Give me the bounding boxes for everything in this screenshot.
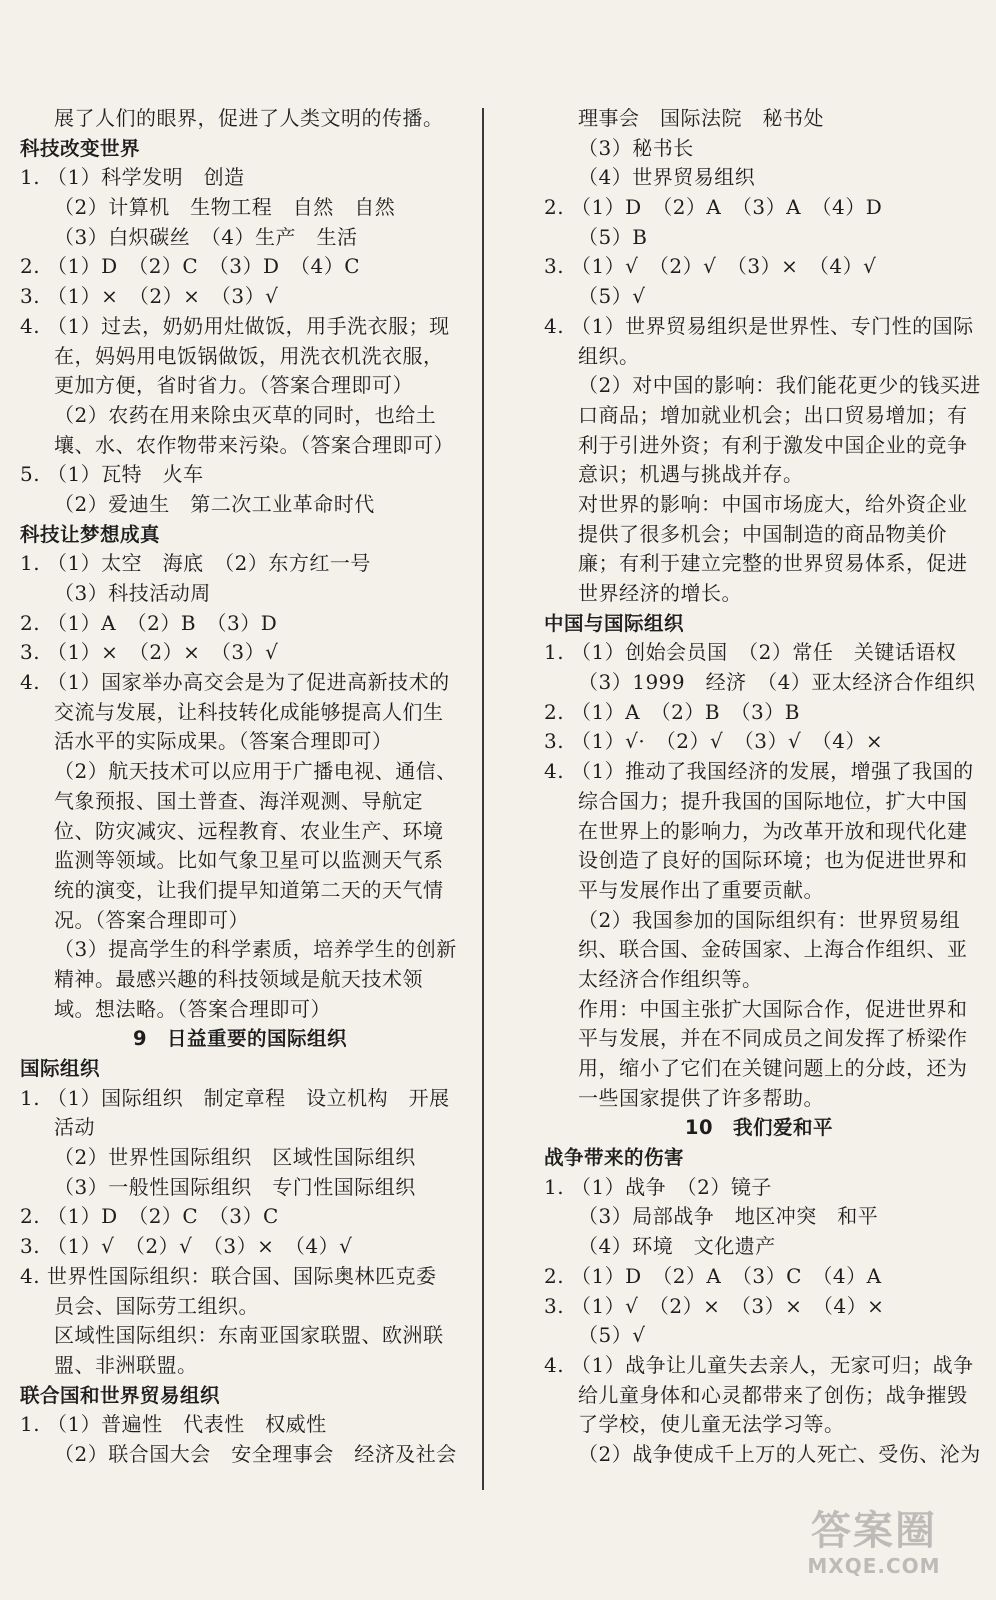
text-line: 活动	[54, 1115, 95, 1140]
section-heading: 国际组织	[20, 1057, 101, 1080]
text-line: 1. （1）科学发明 创造	[20, 165, 245, 190]
text-line: 平与发展作出了重要贡献。	[578, 877, 824, 902]
text-line: 2. （1）A （2）B （3）D	[20, 610, 278, 635]
text-line: （2）农药在用来除虫灭草的同时，也给土	[54, 402, 437, 427]
text-line: 域。想法略。（答案合理即可）	[54, 996, 331, 1021]
text-line: 2. （1）A （2）B （3）B	[544, 699, 800, 724]
text-line: 员会、国际劳工组织。	[54, 1293, 259, 1318]
column-divider	[482, 108, 484, 1490]
text-line: （3）秘书长	[578, 135, 694, 160]
text-line: 4. （1）推动了我国经济的发展，增强了我国的	[544, 759, 974, 784]
text-line: （5）√	[578, 1323, 646, 1348]
text-line: 4. （1）过去，奶奶用灶做饭，用手洗衣服；现	[20, 313, 450, 338]
text-line: 2. （1）D （2）C （3）D （4）C	[20, 254, 361, 279]
text-line: 太经济合作组织等。	[578, 966, 763, 991]
text-line: 3. （1）√ （2）√ （3）× （4）√	[544, 254, 877, 279]
text-line: 统的演变，让我们提早知道第二天的天气情	[54, 877, 444, 902]
text-line: （2）爱迪生 第二次工业革命时代	[54, 491, 375, 516]
text-line: 世界经济的增长。	[578, 581, 742, 605]
text-line: 3. （1）× （2）× （3）√	[20, 284, 279, 309]
text-line: 3. （1）× （2）× （3）√	[20, 640, 279, 665]
text-line: （3）提高学生的科学素质，培养学生的创新	[54, 937, 457, 962]
text-line: （2）战争使成千上万的人死亡、受伤、沦为	[578, 1441, 981, 1466]
text-line: 设创造了良好的国际环境；也为促进世界和	[578, 848, 968, 873]
text-line: 5. （1）瓦特 火车	[20, 462, 204, 487]
text-line: （2）对中国的影响：我们能花更少的钱买进	[578, 373, 981, 398]
text-line: （3）一般性国际组织 专门性国际组织	[54, 1174, 416, 1199]
section-heading: 科技改变世界	[20, 136, 141, 160]
text-line: 活水平的实际成果。（答案合理即可）	[54, 729, 393, 754]
text-line: 口商品；增加就业机会；出口贸易增加；有	[578, 402, 968, 427]
text-line: 在世界上的影响力，为改革开放和现代化建	[578, 818, 968, 843]
text-line: （2）计算机 生物工程 自然 自然	[54, 195, 396, 220]
text-line: 1. （1）国际组织 制定章程 设立机构 开展	[20, 1085, 450, 1110]
text-line: 4. （1）国家举办高交会是为了促进高新技术的	[20, 670, 450, 695]
text-line: 壤、水、农作物带来污染。（答案合理即可）	[54, 432, 454, 457]
text-line: 理事会 国际法院 秘书处	[578, 106, 824, 130]
text-line: 位、防灾减灾、远程教育、农业生产、环境	[54, 818, 444, 843]
text-line: 织、联合国、金砖国家、上海合作组织、亚	[578, 937, 968, 962]
text-line: 3. （1）√ （2）√ （3）× （4）√	[20, 1234, 353, 1259]
text-line: 利于引进外资；有利于激发中国企业的竞争	[578, 432, 968, 457]
watermark-url: MXQE.COM	[807, 1554, 941, 1578]
section-heading: 战争带来的伤害	[544, 1146, 685, 1170]
chapter-heading: 9 日益重要的国际组织	[132, 1027, 348, 1051]
text-line: 组织。	[578, 343, 640, 368]
text-line: （3）科技活动周	[54, 581, 211, 605]
text-line: （3）1999 经济 （4）亚太经济合作组织	[578, 670, 976, 695]
text-line: 2. （1）D （2）A （3）C （4）A	[544, 1263, 882, 1288]
text-line: （2）世界性国际组织 区域性国际组织	[54, 1145, 416, 1170]
text-line: 意识；机遇与挑战并存。	[578, 462, 804, 487]
text-line: 盟、非洲联盟。	[54, 1352, 198, 1377]
text-line: 综合国力；提升我国的国际地位，扩大中国	[578, 788, 968, 813]
text-line: 交流与发展，让科技转化成能够提高人们生	[54, 699, 444, 724]
text-line: 更加方便，省时省力。（答案合理即可）	[54, 373, 413, 398]
text-line: 3. （1）√· （2）√ （3）√ （4）×	[544, 729, 884, 754]
text-line: 4. 世界性国际组织：联合国、国际奥林匹克委	[20, 1263, 437, 1288]
section-heading: 中国与国际组织	[544, 611, 685, 635]
chapter-heading: 10 我们爱和平	[684, 1116, 834, 1140]
text-line: 1. （1）普遍性 代表性 权威性	[20, 1412, 327, 1437]
text-line: （3）局部战争 地区冲突 和平	[578, 1204, 879, 1229]
text-line: 监测等领域。比如气象卫星可以监测天气系	[54, 848, 444, 873]
text-line: 1. （1）太空 海底 （2）东方红一号	[20, 551, 371, 576]
text-line: （5）√	[578, 284, 646, 309]
text-line: 4. （1）战争让儿童失去亲人，无家可归；战争	[544, 1352, 974, 1377]
text-line: （2）航天技术可以应用于广播电视、通信、	[54, 759, 457, 784]
text-line: 4. （1）世界贸易组织是世界性、专门性的国际	[544, 313, 974, 338]
text-line: 用，缩小了它们在关键问题上的分歧，还为	[578, 1056, 968, 1080]
text-line: 3. （1）√ （2）× （3）× （4）×	[544, 1293, 885, 1318]
text-line: 一些国家提供了许多帮助。	[578, 1085, 824, 1110]
text-line: 作用：中国主张扩大国际合作，促进世界和	[578, 996, 968, 1021]
left-column	[20, 104, 460, 1470]
text-line: 平与发展，并在不同成员之间发挥了桥梁作	[578, 1026, 968, 1051]
text-line: 廉；有利于建立完整的世界贸易体系，促进	[578, 551, 968, 576]
text-line: （2）我国参加的国际组织有：世界贸易组	[578, 907, 961, 932]
text-line: 2. （1）D （2）A （3）A （4）D	[544, 195, 883, 220]
text-line: 况。（答案合理即可）	[54, 907, 249, 932]
text-line: （5）B	[578, 224, 648, 249]
watermark-logo	[774, 1508, 974, 1588]
section-heading: 联合国和世界贸易组织	[20, 1383, 221, 1407]
text-line: （4）环境 文化遗产	[578, 1234, 776, 1259]
text-line: 给儿童身体和心灵都带来了创伤；战争摧毁	[578, 1382, 968, 1407]
text-line: 1. （1）创始会员国 （2）常任 关键话语权	[544, 640, 957, 665]
text-line: 区域性国际组织：东南亚国家联盟、欧洲联	[54, 1323, 444, 1348]
text-line: 精神。最感兴趣的科技领域是航天技术领	[54, 966, 423, 991]
right-column	[544, 104, 981, 1470]
watermark-title: 答案圈	[811, 1508, 937, 1554]
text-line: （2）联合国大会 安全理事会 经济及社会	[54, 1441, 457, 1466]
text-line: 提供了很多机会；中国制造的商品物美价	[578, 521, 947, 546]
text-line: 对世界的影响：中国市场庞大，给外资企业	[578, 491, 968, 516]
text-line: 了学校，使儿童无法学习等。	[578, 1412, 845, 1437]
text-line: 展了人们的眼界，促进了人类文明的传播。	[54, 106, 444, 130]
text-line: 气象预报、国土普查、海洋观测、导航定	[54, 788, 423, 813]
text-line: （3）白炽碳丝 （4）生产 生活	[54, 224, 358, 249]
text-line: 在，妈妈用电饭锅做饭，用洗衣机洗衣服，	[54, 343, 444, 368]
text-line: 2. （1）D （2）C （3）C	[20, 1204, 279, 1229]
section-heading: 科技让梦想成真	[20, 522, 161, 546]
text-line: 1. （1）战争 （2）镜子	[544, 1174, 772, 1199]
text-line: （4）世界贸易组织	[578, 165, 756, 190]
